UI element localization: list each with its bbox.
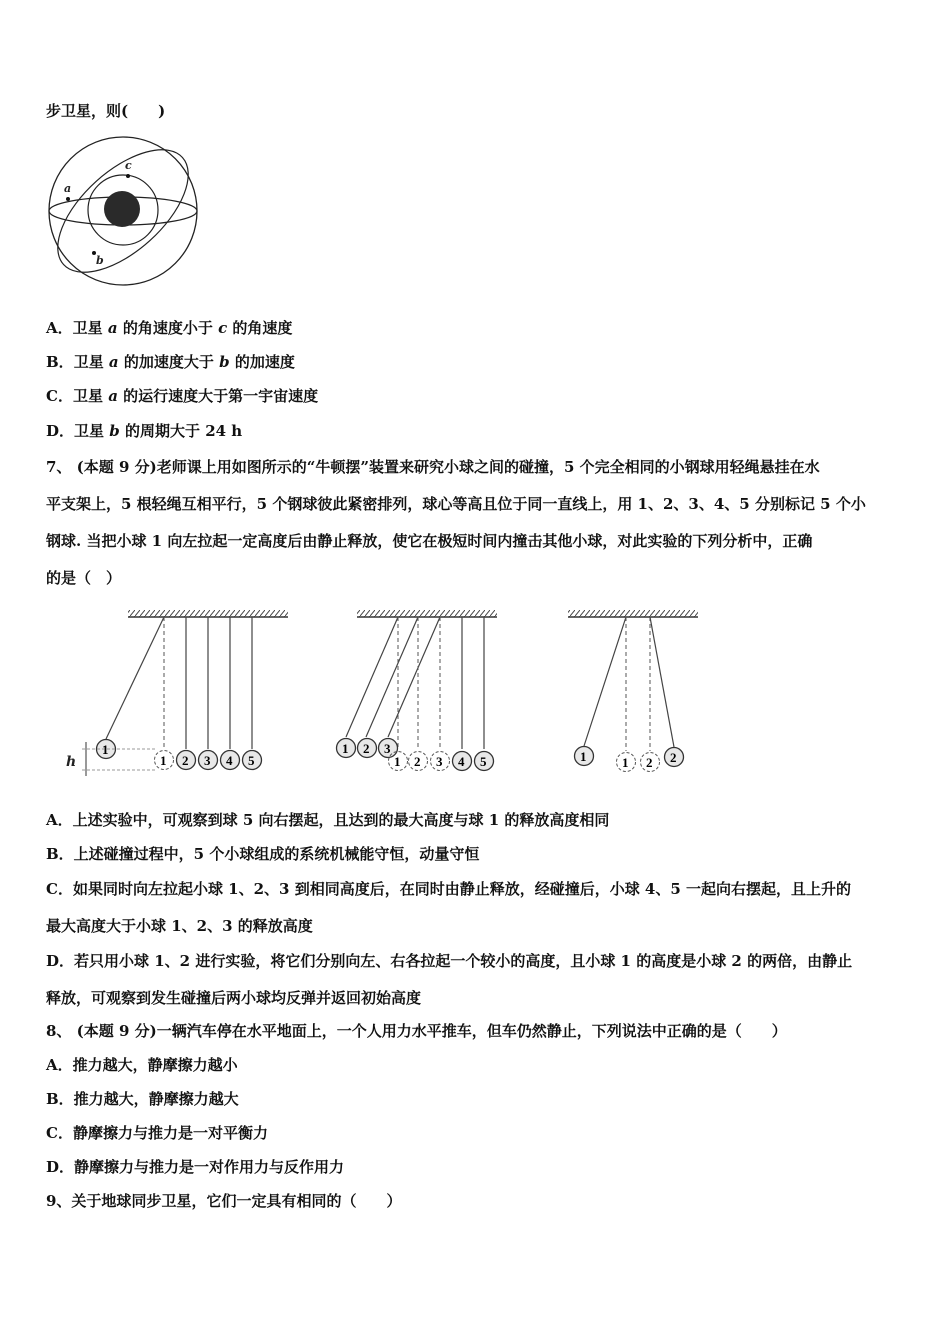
p3-ball-label: 1 bbox=[622, 755, 629, 770]
q7-option-d-cont: 释放，可观察到发生碰撞后两小球均反弹并返回初始高度 bbox=[46, 989, 422, 1007]
q8-stem: 8、 (本题 9 分)一辆汽车停在水平地面上，一个人用力水平推车，但车仍然静止，下列说法中正确的是（ ） bbox=[46, 1022, 787, 1040]
p1-ball-label: 2 bbox=[182, 753, 189, 768]
p2-ball-label: 4 bbox=[458, 754, 465, 769]
q7-stem-line-2: 平支架上，5 根轻绳互相平行，5 个钢球彼此紧密排列，球心等高且位于同一直线上，用 1、2、3、4、5 分别标记 5 个小 bbox=[46, 495, 866, 513]
p1-ball-label: 4 bbox=[226, 753, 233, 768]
q6-stem-tail: 步卫星，则( ) bbox=[46, 102, 166, 120]
q7-option-a[interactable]: A．上述实验中，可观察到球 5 向右摆起，且达到的最大高度与球 1 的释放高度相同 bbox=[46, 811, 610, 829]
satellite-orbit-figure bbox=[46, 136, 202, 292]
satellite-label-b: b bbox=[96, 254, 104, 267]
newtons-cradle-figure bbox=[60, 604, 710, 784]
q8-option-a[interactable]: A．推力越大，静摩擦力越小 bbox=[46, 1056, 238, 1074]
q7-stem-line-3: 钢球. 当把小球 1 向左拉起一定高度后由静止释放，使它在极短时间内撞击其他小球，对此实验的下列分析中，正确 bbox=[46, 532, 813, 550]
p2-ball-label: 3 bbox=[384, 741, 391, 756]
q7-option-b[interactable]: B．上述碰撞过程中，5 个小球组成的系统机械能守恒，动量守恒 bbox=[46, 845, 480, 863]
q8-option-b[interactable]: B．推力越大，静摩擦力越大 bbox=[46, 1090, 239, 1108]
p1-ball-label: 1 bbox=[160, 753, 167, 768]
q7-stem-line-4: 的是（ ） bbox=[46, 569, 122, 587]
p2-ball-label: 5 bbox=[480, 754, 487, 769]
p1-ball-label: 1 bbox=[102, 742, 109, 757]
q7-option-c-cont: 最大高度大于小球 1、2、3 的释放高度 bbox=[46, 917, 313, 935]
q7-stem-line-1: 7、 (本题 9 分)老师课上用如图所示的“牛顿摆”装置来研究小球之间的碰撞，5 个完全相同的小钢球用轻绳悬挂在水 bbox=[46, 458, 820, 476]
p3-ball-label: 2 bbox=[670, 750, 677, 765]
cradle-panel-1 bbox=[66, 610, 288, 776]
q8-option-d[interactable]: D．静摩擦力与推力是一对作用力与反作用力 bbox=[46, 1158, 345, 1176]
q9-stem: 9、关于地球同步卫星，它们一定具有相同的（ ） bbox=[46, 1192, 402, 1210]
p1-ball-label: 5 bbox=[248, 753, 255, 768]
satellite-label-a: a bbox=[64, 182, 72, 195]
q6-option-b[interactable]: B．卫星 a 的加速度大于 b 的加速度 bbox=[46, 353, 295, 371]
p3-ball-label: 2 bbox=[646, 755, 653, 770]
p2-ball-label: 1 bbox=[394, 754, 401, 769]
q6-option-a[interactable]: A．卫星 a 的角速度小于 c 的角速度 bbox=[46, 319, 293, 337]
p3-ball-label: 1 bbox=[580, 749, 587, 764]
p2-ball-label: 2 bbox=[414, 754, 421, 769]
q7-option-c[interactable]: C．如果同时向左拉起小球 1、2、3 到相同高度后，在同时由静止释放，经碰撞后，小球 4、5 一起向右摆起，且上升的 bbox=[46, 880, 852, 898]
q8-option-c[interactable]: C．静摩擦力与推力是一对平衡力 bbox=[46, 1124, 268, 1142]
p2-ball-label: 3 bbox=[436, 754, 443, 769]
p2-ball-label: 1 bbox=[342, 741, 349, 756]
q6-option-c[interactable]: C．卫星 a 的运行速度大于第一宇宙速度 bbox=[46, 387, 319, 405]
q6-option-d[interactable]: D．卫星 b 的周期大于 24 h bbox=[46, 422, 243, 440]
q7-option-d[interactable]: D．若只用小球 1、2 进行实验，将它们分别向左、右各拉起一个较小的高度，且小球 1 的高度是小球 2 的两倍，由静止 bbox=[46, 952, 853, 970]
cradle-panel-2 bbox=[337, 610, 498, 771]
p1-ball-label: 3 bbox=[204, 753, 211, 768]
cradle-panel-3 bbox=[568, 610, 698, 772]
satellite-label-c: c bbox=[125, 159, 132, 172]
height-label-h: h bbox=[66, 754, 77, 770]
p2-ball-label: 2 bbox=[363, 741, 370, 756]
